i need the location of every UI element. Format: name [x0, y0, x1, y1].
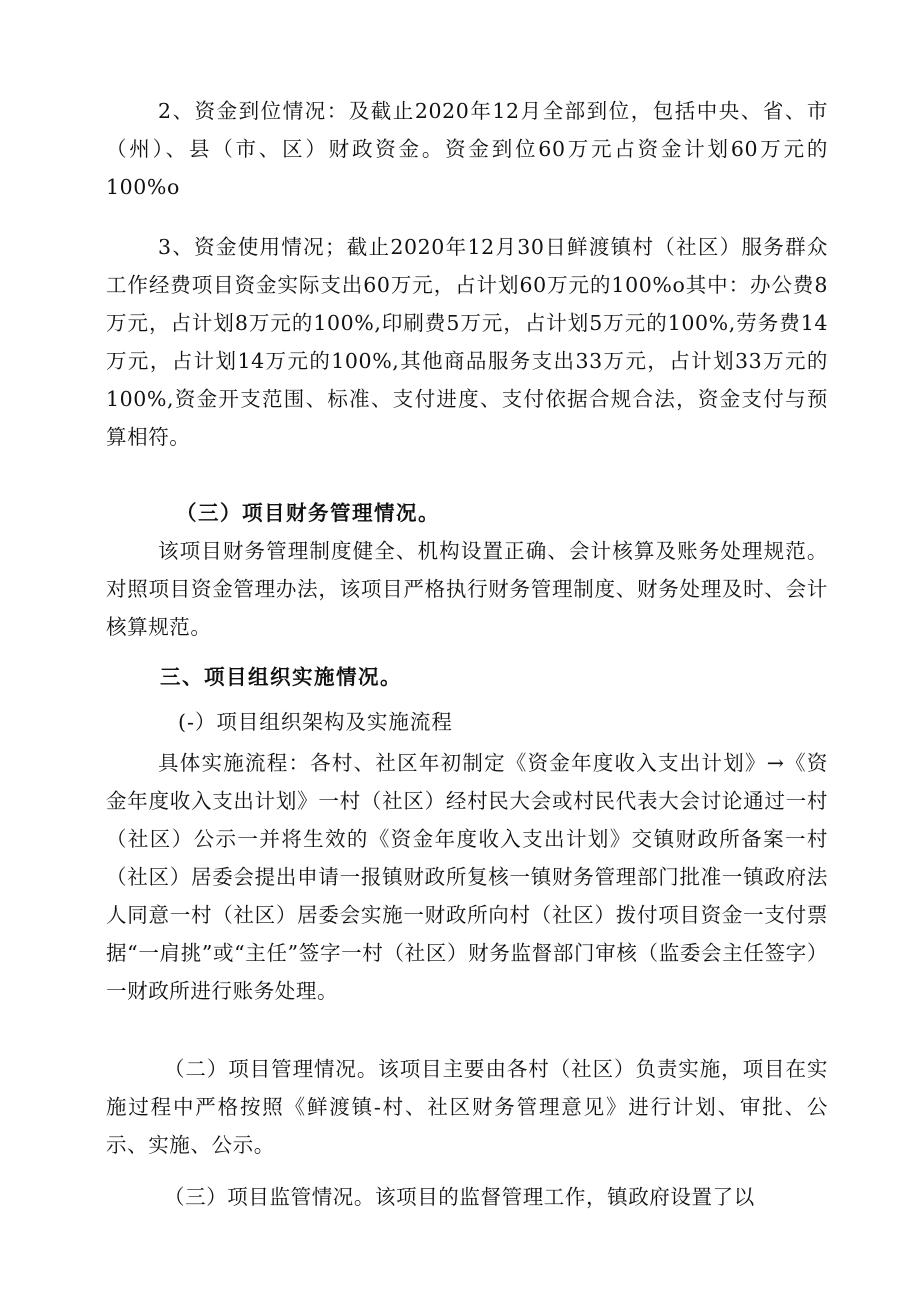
paragraph-finance-management: 该项目财务管理制度健全、机构设置正确、会计核算及账务处理规范。对照项目资金管理办法，该项目严格执行财务管理制度、财务处理及时、会计核算规范。 — [106, 539, 828, 639]
section-heading-implementation: 三、项目组织实施情况。 — [160, 665, 402, 689]
paragraph-process-flow: 具体实施流程：各村、社区年初制定《资金年度收入支出计划》→《资金年度收入支出计划》一村（社区）经村民大会或村民代表大会讨论通过一村（社区）公示一并将生效的《资金年度收入支出计划》交镇财政所备案一村（社区）居委会提出申请一报镇财政所复核一镇财务管理部门批准一镇政府法人同意一村（社区）居委会实施一财政所向村（社区）拨付项目资金一支付票据“一肩挑”或“主任”签字一村（社区）财务监督部门审核（监委会主任签字）一财政所进行账务处理。 — [106, 751, 828, 1003]
paragraph-funds-usage: 3、资金使用情况；截止2020年12月30日鲜渡镇村（社区）服务群众工作经费项目资金实际支出60万元，占计划60万元的100%o其中：办公费8万元，占计划8万元的100%,印刷费5万元，占计划5万元的100%,劳务费14万元，占计划14万元的100%,其他商品服务支出33万元，占计划33万元的100%,资金开支范围、标准、支付进度、支付依据合规合法，资金支付与预算相符。 — [106, 235, 828, 449]
paragraph-supervision: （三）项目监管情况。该项目的监督管理工作，镇政府设置了以 — [164, 1185, 755, 1209]
section-heading-finance-management: （三）项目财务管理情况。 — [176, 501, 440, 525]
paragraph-funds-arrival: 2、资金到位情况：及截止2020年12月全部到位，包括中央、省、市（州）、县（市、区）财政资金。资金到位60万元占资金计划60万元的100%o — [106, 99, 828, 199]
paragraph-project-management: （二）项目管理情况。该项目主要由各村（社区）负责实施，项目在实施过程中严格按照《鲜渡镇-村、社区财务管理意见》进行计划、审批、公示、实施、公示。 — [106, 1057, 828, 1157]
subheading-organization: (-）项目组织架构及实施流程 — [178, 710, 453, 734]
